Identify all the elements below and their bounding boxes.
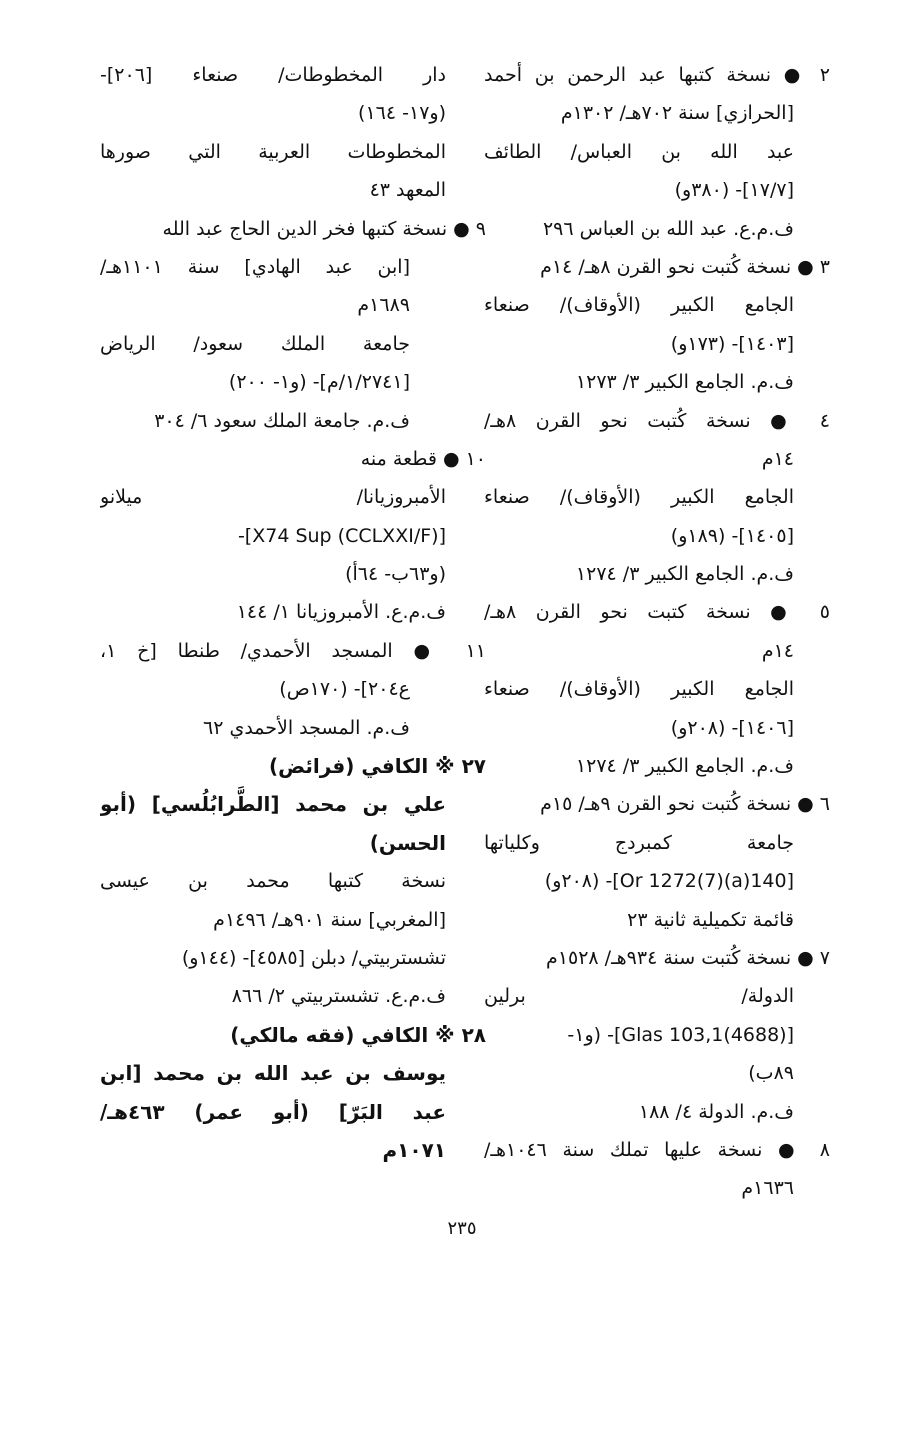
right-column-line: ١٦٣٦م [741,1177,794,1200]
right-column-line: الجامع الكبير (الأوقاف)/ صنعاء [484,678,794,701]
left-column-line: نسخة كتبها محمد بن عيسى [100,870,446,893]
right-column-line: ٦ ● نسخة كُتبت نحو القرن ٩هـ/ ١٥م [540,793,830,816]
left-column-line: ١٦٨٩م [357,294,410,317]
left-column-line: ف.م. المسجد الأحمدي ٦٢ [202,716,410,739]
left-column-line: يوسف بن عبد الله بن محمد [ابن [100,1061,446,1086]
right-column-line: ف.م. الجامع الكبير ٣/ ١٢٧٤ [575,755,794,778]
right-column-line: ف.م. الجامع الكبير ٣/ ١٢٧٤ [575,563,794,586]
left-column-line: ٩ ● نسخة كتبها فخر الدين الحاج عبد الله [162,217,486,240]
left-column-line: ٢٧ ※ الكافي (فرائض) [268,754,486,779]
right-column-line: ف.م. الدولة ٤/ ١٨٨ [638,1100,794,1123]
right-column-line: الجامع الكبير (الأوقاف)/ صنعاء [484,294,794,317]
right-column-line: ٣ ● نسخة كُتبت نحو القرن ٨هـ/ ١٤م [540,255,830,278]
right-column-line: ٧ ● نسخة كُتبت سنة ٩٣٤هـ/ ١٥٢٨م [546,946,830,969]
right-column-line: ٢ ● نسخة كتبها عبد الرحمن بن أحمد [484,64,830,86]
left-column-line: المخطوطات العربية التي صورها [100,140,446,163]
left-column-line: ف.م.ع. تشستربيتي ٢/ ٨٦٦ [231,985,446,1008]
left-column-line: دار المخطوطات/ صنعاء [٢٠٦]- [100,64,446,86]
left-column-line: تشستربيتي/ دبلن [٤٥٨٥]- (١٤٤و) [181,946,446,969]
right-column-line: عبد الله بن العباس/ الطائف [484,140,794,163]
left-column-line: ١٠ ● قطعة منه [360,447,486,470]
right-column-line: ١٤م [761,639,794,662]
left-column-line: ف.م.ع. الأمبروزيانا ١/ ١٤٤ [236,601,446,624]
right-column-line: الدولة/ برلين [484,985,794,1008]
right-column-line: جامعة كمبردج وكلياتها [484,831,794,854]
right-column-line: [الحرازي] سنة ٧٠٢هـ/ ١٣٠٢م [560,102,794,125]
right-column-line: [(4688)Glas 103,1]- (و١- [567,1023,794,1046]
left-column-line: علي بن محمد [الطَّرابُلُسي] (أبو [100,792,446,817]
left-column-line: [١/٢٧٤١/م]- (و١- ٢٠٠) [228,371,410,394]
left-column-line: جامعة الملك سعود/ الرياض [100,332,410,355]
right-column-line: ٨ ● نسخة عليها تملك سنة ١٠٤٦هـ/ [484,1138,830,1161]
right-column-line: [١٤٠٣]- (١٧٣و) [670,332,794,355]
right-column-line: ٨٩ب) [748,1062,794,1085]
left-column-line: ٢٨ ※ الكافي (فقه مالكي) [230,1022,486,1047]
right-column-line: [١٤٠٦]- (٢٠٨و) [670,716,794,739]
left-column-line: (و١٧- ١٦٤) [358,102,446,125]
right-column-line: [١٧/٧]- (٣٨٠و) [674,179,794,202]
right-column-line: [١٤٠٥]- (١٨٩و) [670,524,794,547]
left-column-line: ف.م. جامعة الملك سعود ٦/ ٣٠٤ [154,409,410,432]
left-column-line: [ابن عبد الهادي] سنة ١١٠١هـ/ [100,255,410,278]
right-column-line: [140(a)Or 1272(7)]- (٢٠٨و) [544,870,794,893]
right-column-line: ٥ ● نسخة كتبت نحو القرن ٨هـ/ [484,601,830,624]
right-column [484,56,830,1208]
right-column-line: ف.م.ع. عبد الله بن العباس ٢٩٦ [542,217,794,240]
left-column-line: (و٦٣ب- ٦٤أ) [345,563,446,586]
right-column-line: ف.م. الجامع الكبير ٣/ ١٢٧٣ [575,371,794,394]
left-column-line: ع٢٠٤]- (١٧٠ص) [279,678,410,701]
right-column-line: الجامع الكبير (الأوقاف)/ صنعاء [484,486,794,509]
right-column-line: قائمة تكميلية ثانية ٢٣ [627,908,794,931]
right-column-line: ٤ ● نسخة كُتبت نحو القرن ٨هـ/ [484,409,830,432]
left-column-line: عبد البَرّ] (أبو عمر) ٤٦٣هـ/ [100,1099,446,1124]
left-column-line: ١١ ● المسجد الأحمدي/ طنطا [خ ١، [100,639,486,662]
left-column-line: [المغربي] سنة ٩٠١هـ/ ١٤٩٦م [213,908,446,931]
left-column [100,56,486,1169]
left-column-line: الحسن) [369,830,446,855]
left-column-line: الأمبروزيانا/ ميلانو [100,486,446,509]
page-number: ٢٣٥ [447,1218,477,1239]
left-column-line: المعهد ٤٣ [369,179,446,202]
left-column-line: [X74 Sup (CCLXXI/F)]- [237,524,446,547]
right-column-line: ١٤م [761,447,794,470]
left-column-line: ١٠٧١م [382,1137,446,1162]
